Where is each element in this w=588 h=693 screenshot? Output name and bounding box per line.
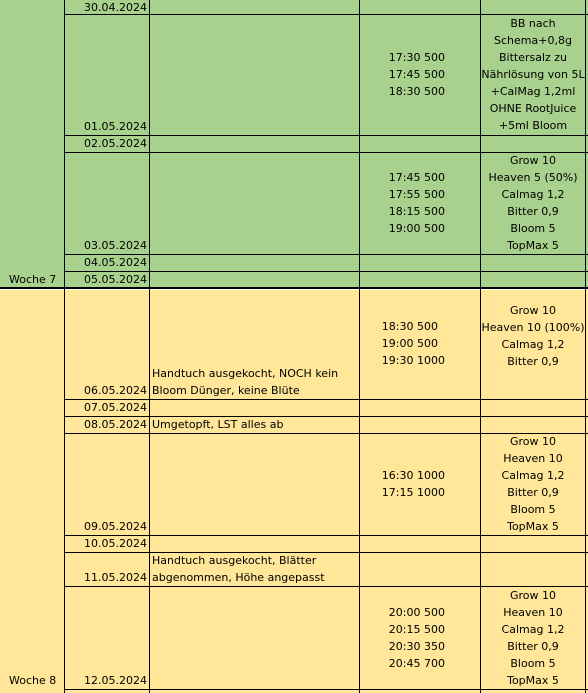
date-label: 11.05.2024 <box>84 571 147 584</box>
nutrient-line: TopMax 5 <box>507 239 559 252</box>
nutrient-cell[interactable] <box>481 587 585 689</box>
date-cell[interactable] <box>65 289 149 399</box>
date-cell[interactable] <box>65 255 149 271</box>
date-cell[interactable] <box>65 587 149 689</box>
nutrient-line: TopMax 5 <box>507 520 559 533</box>
date-cell[interactable] <box>65 153 149 254</box>
notes-cell[interactable] <box>150 417 359 433</box>
nutrient-line: Nährlösung von 5L <box>481 68 585 81</box>
nutrient-line: Grow 10 <box>509 589 557 602</box>
date-label: 06.05.2024 <box>84 384 147 397</box>
nutrient-line: Bloom 5 <box>510 657 556 670</box>
nutrient-line: +5ml Bloom <box>498 119 568 132</box>
date-label: 08.05.2024 <box>84 418 147 431</box>
note-line: Umgetopft, LST alles ab <box>152 418 284 431</box>
nutrient-line: Bitter 0,9 <box>507 486 559 499</box>
week-label-cell[interactable] <box>0 272 64 288</box>
watering-entry: 17:30 500 <box>388 51 445 64</box>
watering-entry: 18:30 500 <box>381 320 438 333</box>
nutrient-cell[interactable] <box>481 153 585 254</box>
nutrient-line: Heaven 5 (50%) <box>488 171 578 184</box>
nutrient-line: Bitter 0,9 <box>507 640 559 653</box>
watering-entry: 20:00 500 <box>388 606 445 619</box>
date-cell[interactable] <box>65 400 149 416</box>
date-label: 09.05.2024 <box>84 520 147 533</box>
nutrient-line: +CalMag 1,2ml <box>490 85 576 98</box>
date-label: 02.05.2024 <box>84 137 147 150</box>
date-cell[interactable] <box>65 136 149 152</box>
nutrient-line: OHNE RootJuice <box>489 102 577 115</box>
date-cell[interactable] <box>65 417 149 433</box>
row-border <box>64 689 588 690</box>
watering-entry: 16:30 1000 <box>381 469 445 482</box>
water-cell[interactable] <box>360 587 480 689</box>
note-line: Handtuch ausgekocht, NOCH kein <box>152 367 339 380</box>
date-label: 04.05.2024 <box>84 256 147 269</box>
date-cell[interactable] <box>65 434 149 535</box>
nutrient-line: Grow 10 <box>509 304 557 317</box>
nutrient-line: Heaven 10 <box>503 452 563 465</box>
notes-cell[interactable] <box>150 289 359 399</box>
note-line: abgenommen, Höhe angepasst <box>152 571 325 584</box>
water-cell[interactable] <box>360 153 480 254</box>
watering-entry: 17:45 500 <box>388 68 445 81</box>
watering-entry: 17:45 500 <box>388 171 445 184</box>
date-cell[interactable] <box>65 553 149 586</box>
date-label: 03.05.2024 <box>84 239 147 252</box>
note-line: Handtuch ausgekocht, Blätter <box>152 554 317 567</box>
watering-entry: 17:15 1000 <box>381 486 445 499</box>
nutrient-line: Bitter 0,9 <box>507 205 559 218</box>
nutrient-line: Calmag 1,2 <box>501 188 565 201</box>
nutrient-cell[interactable] <box>481 15 585 135</box>
week-label: Woche 7 <box>9 273 57 286</box>
week-label: Woche 8 <box>9 674 57 687</box>
nutrient-line: Calmag 1,2 <box>501 623 565 636</box>
note-line: Bloom Dünger, keine Blüte <box>152 384 300 397</box>
watering-entry: 20:45 700 <box>388 657 445 670</box>
nutrient-cell[interactable] <box>481 289 585 399</box>
nutrient-line: Grow 10 <box>509 154 557 167</box>
water-cell[interactable] <box>360 434 480 535</box>
nutrient-line: Heaven 10 (100%) <box>481 321 585 334</box>
nutrient-line: Bloom 5 <box>510 503 556 516</box>
notes-cell[interactable] <box>150 553 359 586</box>
watering-entry: 19:00 500 <box>381 337 438 350</box>
nutrient-line: Bittersalz zu <box>498 51 568 64</box>
water-cell[interactable] <box>360 289 480 399</box>
date-cell[interactable] <box>65 272 149 287</box>
nutrient-line: Bloom 5 <box>510 222 556 235</box>
nutrient-line: Calmag 1,2 <box>501 469 565 482</box>
date-label: 30.04.2024 <box>84 1 147 14</box>
date-cell[interactable] <box>65 15 149 135</box>
nutrient-line: BB nach <box>510 17 556 30</box>
nutrient-line: Bitter 0,9 <box>507 355 559 368</box>
date-label: 12.05.2024 <box>84 674 147 687</box>
date-label: 01.05.2024 <box>84 120 147 133</box>
water-cell[interactable] <box>360 15 480 135</box>
watering-entry: 18:15 500 <box>388 205 445 218</box>
week-label-cell[interactable] <box>0 672 64 689</box>
date-cell[interactable] <box>65 0 149 14</box>
watering-entry: 19:00 500 <box>388 222 445 235</box>
watering-entry: 20:15 500 <box>388 623 445 636</box>
watering-entry: 17:55 500 <box>388 188 445 201</box>
date-label: 05.05.2024 <box>84 273 147 286</box>
watering-entry: 18:30 500 <box>388 85 445 98</box>
nutrient-cell[interactable] <box>481 434 585 535</box>
date-label: 07.05.2024 <box>84 401 147 414</box>
nutrient-line: Calmag 1,2 <box>501 338 565 351</box>
watering-entry: 19:30 1000 <box>381 354 445 367</box>
col-divider-right <box>585 0 586 693</box>
date-cell[interactable] <box>65 536 149 552</box>
nutrient-line: Grow 10 <box>509 435 557 448</box>
date-label: 10.05.2024 <box>84 537 147 550</box>
nutrient-line: Schema+0,8g <box>494 34 572 47</box>
nutrient-line: TopMax 5 <box>507 674 559 687</box>
watering-entry: 20:30 350 <box>388 640 445 653</box>
nutrient-line: Heaven 10 <box>503 606 563 619</box>
